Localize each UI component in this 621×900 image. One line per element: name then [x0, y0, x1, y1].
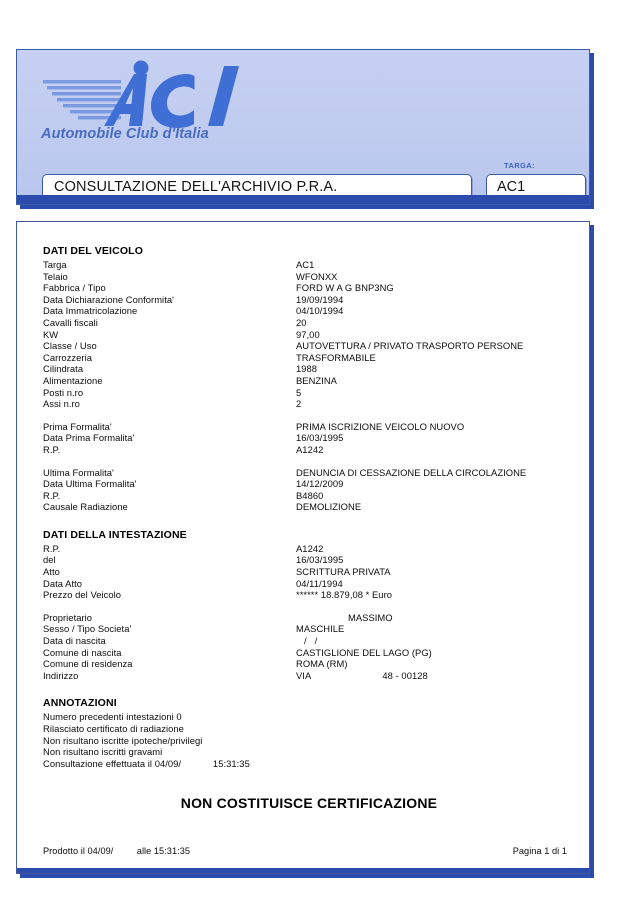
- row-value: DENUNCIA DI CESSAZIONE DELLA CIRCOLAZIONE: [296, 466, 527, 478]
- row-value: FORD W A G BNP3NG: [296, 282, 394, 294]
- document-footer: [43, 846, 567, 856]
- data-row: [43, 317, 575, 329]
- data-row: [43, 282, 575, 294]
- annotation-line: Non risultano iscritte ipoteche/privilegi: [43, 734, 203, 746]
- row-value: MASCHILE: [296, 623, 345, 635]
- row-value: VIA 48 - 00128: [296, 669, 428, 681]
- row-label: R.P.: [43, 489, 61, 501]
- row-label: Targa: [43, 259, 67, 270]
- data-row: [43, 363, 575, 375]
- data-row: [43, 578, 575, 590]
- spacer: [43, 601, 575, 612]
- data-row: [43, 501, 575, 513]
- data-row: [43, 294, 575, 306]
- data-row: [43, 329, 575, 341]
- footer-page-number: Pagina 1 di 1: [512, 846, 567, 856]
- annotation-line: Numero precedenti intestazioni 0: [43, 711, 182, 723]
- row-label: Sesso / Tipo Societa': [43, 623, 132, 635]
- row-value: 5: [296, 386, 302, 398]
- row-label: Posti n.ro: [43, 386, 84, 398]
- row-value: 04/10/1994: [296, 305, 344, 317]
- data-row: [43, 647, 575, 659]
- data-row: [43, 623, 575, 635]
- spacer: [43, 681, 575, 697]
- row-value: 14/12/2009: [296, 478, 344, 490]
- annotation-line: Consultazione effettuata il 04/09/ 15:31:35: [43, 757, 250, 769]
- row-label: Cilindrata: [43, 363, 84, 375]
- archive-title-text: CONSULTAZIONE DELL'ARCHIVIO P.R.A.: [54, 178, 338, 195]
- row-label: Atto: [43, 566, 60, 578]
- targa-value: AC1: [497, 178, 526, 195]
- row-label: del: [43, 554, 56, 566]
- row-label: KW: [43, 328, 59, 340]
- row-value: WFONXX: [296, 270, 338, 282]
- section-title-vehicle: DATI DEL VEICOLO: [43, 245, 144, 257]
- header-panel: [16, 49, 590, 205]
- data-row: [43, 589, 575, 601]
- data-row: [43, 635, 575, 647]
- data-row: [43, 352, 575, 364]
- owner-name-value: MASSIMO: [348, 611, 393, 623]
- data-row: [43, 658, 575, 670]
- row-label: Comune di nascita: [43, 646, 122, 658]
- row-value: 16/03/1995: [296, 554, 344, 566]
- row-value: ROMA (RM): [296, 658, 348, 670]
- annotation-line: Rilasciato certificato di radiazione: [43, 723, 184, 734]
- spacer: [43, 513, 575, 529]
- row-value: 97,00: [296, 328, 320, 340]
- spacer: [43, 456, 575, 467]
- row-value: A1242: [296, 443, 324, 455]
- data-row: [43, 543, 575, 555]
- row-label: Data di nascita: [43, 635, 106, 647]
- row-value: SCRITTURA PRIVATA: [296, 566, 391, 578]
- row-label: Alimentazione: [43, 374, 103, 386]
- row-value: TRASFORMABILE: [296, 351, 376, 363]
- footer-produced-text: Prodotto il 04/09/ alle 15:31:35: [43, 846, 191, 856]
- row-value: BENZINA: [296, 374, 337, 386]
- row-label: Assi n.ro: [43, 398, 80, 410]
- spacer: [43, 410, 575, 421]
- row-label: Comune di residenza: [43, 658, 133, 670]
- row-value: AC1: [296, 259, 315, 270]
- row-value: A1242: [296, 542, 324, 554]
- data-row: [43, 259, 575, 271]
- data-row: [43, 490, 575, 502]
- annotation-line: Non risultano iscritti gravami: [43, 746, 163, 758]
- row-value: 1988: [296, 363, 318, 375]
- owner-row: [43, 612, 575, 624]
- row-label: R.P.: [43, 443, 61, 455]
- section-title-intestazione: DATI DELLA INTESTAZIONE: [43, 528, 187, 541]
- row-label: Data Ultima Formalita': [43, 478, 137, 490]
- header-accent-bar: [17, 195, 589, 204]
- data-row: [43, 398, 575, 410]
- row-value: PRIMA ISCRIZIONE VEICOLO NUOVO: [296, 420, 465, 432]
- row-value: 2: [296, 398, 302, 410]
- data-row: [43, 305, 575, 317]
- row-label: Carrozzeria: [43, 351, 92, 363]
- data-row: [43, 421, 575, 433]
- row-label: Classe / Uso: [43, 340, 97, 352]
- data-row: [43, 444, 575, 456]
- row-label: Data Dichiarazione Conformita': [43, 293, 174, 305]
- row-label: R.P.: [43, 542, 61, 554]
- row-value: B4860: [296, 489, 324, 501]
- row-label: Prima Formalita': [43, 420, 112, 432]
- data-row: [43, 478, 575, 490]
- data-row: [43, 271, 575, 283]
- row-label: Causale Radiazione: [43, 501, 128, 513]
- body-accent-bar: [17, 868, 589, 873]
- data-row: [43, 387, 575, 399]
- row-label: Fabbrica / Tipo: [43, 282, 106, 294]
- non-certification-notice: NON COSTITUISCE CERTIFICAZIONE: [180, 795, 438, 812]
- header-panel-background: [17, 50, 589, 195]
- row-value: 19/09/1994: [296, 293, 344, 305]
- row-value: AUTOVETTURA / PRIVATO TRASPORTO PERSONE: [296, 340, 524, 352]
- data-row: [43, 670, 575, 682]
- row-label: Cavalli fiscali: [43, 316, 98, 328]
- row-label: Ultima Formalita': [43, 466, 114, 478]
- data-row: [43, 340, 575, 352]
- data-row: [43, 375, 575, 387]
- row-value: 04/11/1994: [296, 577, 343, 589]
- document-body-panel: [16, 221, 590, 874]
- row-value: CASTIGLIONE DEL LAGO (PG): [296, 646, 432, 658]
- row-value: / /: [296, 635, 318, 647]
- row-value: ****** 18.879,08 * Euro: [296, 589, 393, 601]
- document-content: [43, 245, 575, 811]
- row-value: 20: [296, 316, 307, 328]
- data-row: [43, 432, 575, 444]
- row-label: Telaio: [43, 270, 68, 282]
- targa-label: TARGA:: [504, 161, 536, 170]
- row-label: Prezzo del Veicolo: [43, 589, 122, 601]
- data-row: [43, 467, 575, 479]
- data-row: [43, 554, 575, 566]
- row-label: Data Immatricolazione: [43, 305, 138, 317]
- row-label: Data Atto: [43, 577, 83, 589]
- row-value: DEMOLIZIONE: [296, 501, 362, 513]
- row-label: Proprietario: [43, 611, 93, 623]
- aci-tagline: Automobile Club d'Italia: [41, 126, 209, 142]
- data-row: [43, 566, 575, 578]
- row-value: 16/03/1995: [296, 432, 344, 444]
- row-label: Data Prima Formalita': [43, 432, 135, 444]
- row-label: Indirizzo: [43, 669, 79, 681]
- section-title-annotazioni: ANNOTAZIONI: [43, 697, 117, 710]
